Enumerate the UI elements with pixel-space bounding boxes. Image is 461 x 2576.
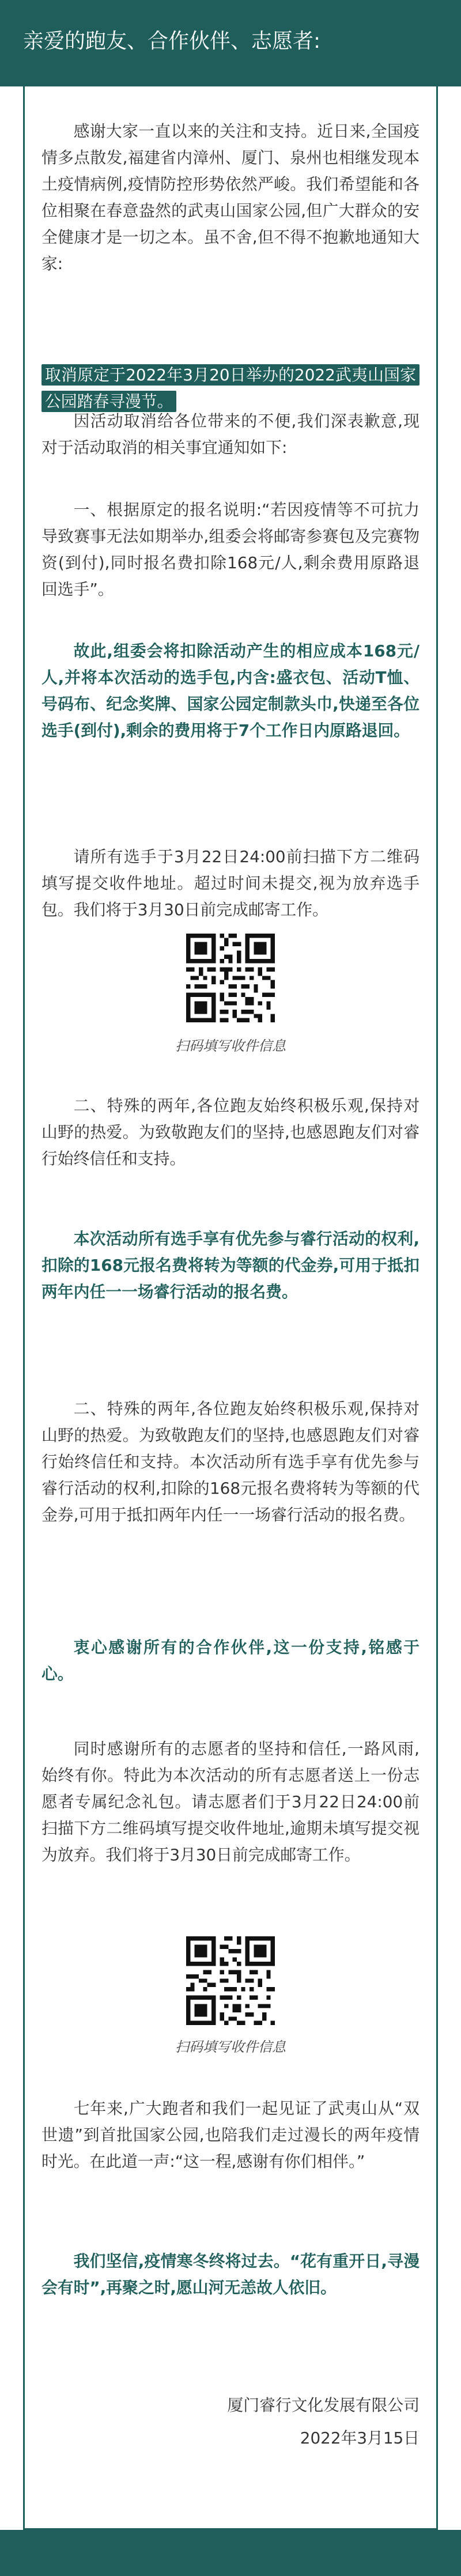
refund-detail-paragraph: 故此,组委会将扣除活动产生的相应成本168元/人,并将本次活动的选手包,内含:盛衣包、活动T恤、号码布、纪念奖牌、国家公园定制款头巾,快递至各位选手(到付),剩余的费用将于7个工作日内原路退回。 [41, 641, 420, 740]
qr-code-graphic-volunteer [186, 1936, 275, 2025]
seven-years-paragraph: 七年来,广大跑者和我们一起见证了武夷山从“双世遗”到首批国家公园,也陪我们走过漫长的两年疫情时光。在此道一声:“这一程,感谢有你们相伴。” [41, 2099, 420, 2171]
signature-date: 2022年3月15日 [300, 2428, 420, 2447]
refund-rule-paragraph: 一、根据原定的报名说明:“若因疫情等不可抗力导致赛事无法如期举办,组委会将邮寄参赛包及完赛物资(到付),同时报名费扣除168元/人,剩余费用原路退回选手”。 [41, 500, 420, 599]
voucher-detail-paragraph: 二、特殊的两年,各位跑友始终积极乐观,保持对山野的热爱。为致敬跑友们的坚持,也感恩跑友们对睿行始终信任和支持。本次活动所有选手享有优先参与睿行活动的权利,扣除的168元报名费将转为等额的代金券,可用于抵扣两年内任一一场睿行活动的报名费。 [41, 1399, 420, 1524]
partner-thanks-paragraph: 衷心感谢所有的合作伙伴,这一份支持,铭感于心。 [41, 1638, 420, 1683]
qr-caption: 扫码填写收件信息 [175, 1038, 286, 1054]
volunteer-paragraph: 同时感谢所有的志愿者的坚持和信任,一路风雨,始终有你。特此为本次活动的所有志愿者送上一份志愿者专属纪念礼包。请志愿者们于3月22日24:00前扫描下方二维码填写提交收件地址,逾期未填写提交视为放弃。我们将于3月30日前完成邮寄工作。 [41, 1739, 420, 1864]
closing-paragraph: 我们坚信,疫情寒冬终将过去。“花有重开日,寻漫会有时”,再聚之时,愿山河无恙故人依旧。 [41, 2252, 420, 2297]
apology-paragraph: 因活动取消给各位带来的不便,我们深表歉意,现对于活动取消的相关事宜通知如下: [41, 411, 420, 457]
qr-code-image[interactable] [186, 934, 275, 1022]
page-title: 亲爱的跑友、合作伙伴、志愿者: [23, 29, 321, 53]
cancellation-highlight: 取消原定于2022年3月20日举办的2022武夷山国家公园踏春寻漫节。 [41, 364, 420, 412]
qr-caption-volunteer: 扫码填写收件信息 [175, 2039, 286, 2055]
signature-company: 厦门睿行文化发展有限公司 [227, 2396, 420, 2415]
voucher-paragraph: 本次活动所有选手享有优先参与睿行活动的权利,扣除的168元报名费将转为等额的代金券,可用于抵扣两年内任一一场睿行活动的报名费。 [41, 1229, 420, 1301]
qr-code-graphic [186, 934, 275, 1022]
header-banner [0, 0, 461, 86]
qr-code-image-volunteer[interactable] [186, 1936, 275, 2025]
gratitude-paragraph: 二、特殊的两年,各位跑友始终积极乐观,保持对山野的热爱。为致敬跑友们的坚持,也感恩跑友们对睿行始终信任和支持。 [41, 1096, 420, 1168]
cancellation-notice [41, 362, 420, 415]
submit-address-paragraph: 请所有选手于3月22日24:00前扫描下方二维码填写提交收件地址。超过时间未提交,视为放弃选手包。我们将于3月30日前完成邮寄工作。 [41, 847, 420, 919]
intro-paragraph: 感谢大家一直以来的关注和支持。近日来,全国疫情多点散发,福建省内漳州、厦门、泉州也相继发现本土疫情病例,疫情防控形势依然严峻。我们希望能和各位相聚在春意盎然的武夷山国家公园,但广大群众的安全健康才是一切之本。虽不舍,但不得不抱歉地通知大家: [41, 122, 420, 273]
footer-banner [0, 2530, 461, 2576]
